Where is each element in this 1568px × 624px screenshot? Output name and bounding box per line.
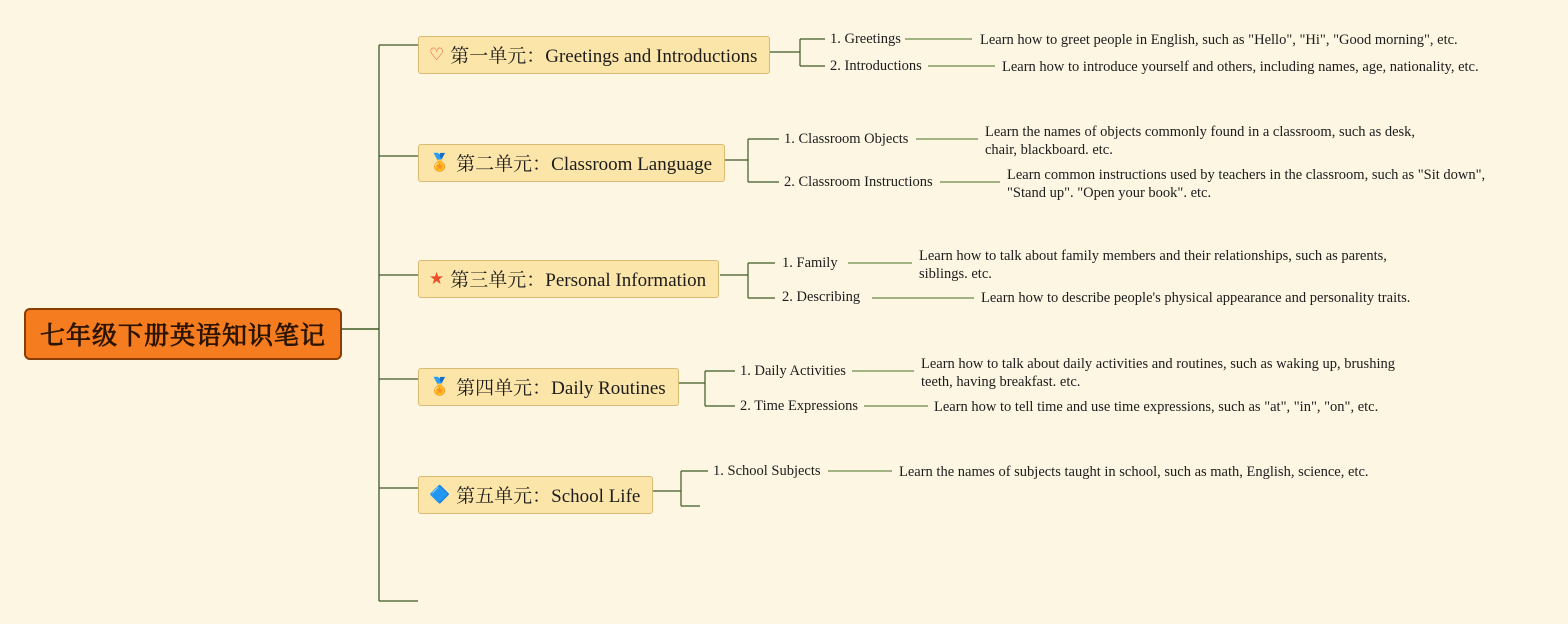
- unit-node-5[interactable]: [418, 476, 653, 514]
- sub-node-2-1[interactable]: 1. Classroom Objects: [784, 131, 909, 147]
- sub-node-4-1[interactable]: 1. Daily Activities: [740, 363, 846, 379]
- sub-node-1-1[interactable]: 1. Greetings: [830, 31, 901, 47]
- leaf-node-5-1: Learn the names of subjects taught in school, such as math, English, science, etc.: [899, 464, 1369, 480]
- leaf-node-4-1: Learn how to talk about daily activities and routines, such as waking up, brushing teeth, having breakfast. etc.: [921, 356, 1395, 391]
- heart-icon: ♡: [429, 45, 445, 64]
- medal-icon: 🏅: [429, 377, 451, 396]
- flag-icon: 🔷: [429, 485, 451, 504]
- sub-node-2-2[interactable]: 2. Classroom Instructions: [784, 174, 933, 190]
- unit-node-5-label: 第五单元：School Life: [456, 486, 641, 507]
- unit-node-4-label: 第四单元：Daily Routines: [456, 378, 666, 399]
- unit-node-3[interactable]: [418, 260, 719, 298]
- leaf-node-2-1: Learn the names of objects commonly found in a classroom, such as desk, chair, blackboard. etc.: [985, 124, 1416, 159]
- root-node[interactable]: [24, 308, 342, 360]
- star-icon: ★: [429, 269, 445, 288]
- leaf-node-2-2: Learn common instructions used by teachers in the classroom, such as "Sit down", "Stand up". "Open your book". etc.: [1007, 167, 1486, 202]
- sub-node-5-1[interactable]: 1. School Subjects: [713, 463, 821, 479]
- unit-node-2[interactable]: [418, 144, 725, 182]
- unit-node-3-label: 第三单元：Personal Information: [450, 270, 707, 291]
- leaf-node-1-2: Learn how to introduce yourself and others, including names, age, nationality, etc.: [1002, 59, 1479, 75]
- unit-node-1-label: 第一单元：Greetings and Introductions: [450, 46, 758, 67]
- sub-node-3-2[interactable]: 2. Describing: [782, 289, 861, 305]
- sub-node-1-2[interactable]: 2. Introductions: [830, 58, 922, 74]
- unit-node-4[interactable]: [418, 368, 679, 406]
- leaf-node-3-2: Learn how to describe people's physical appearance and personality traits.: [981, 290, 1411, 306]
- leaf-node-1-1: Learn how to greet people in English, such as "Hello", "Hi", "Good morning", etc.: [980, 32, 1458, 48]
- leaf-node-3-1: Learn how to talk about family members and their relationships, such as parents, siblings. etc.: [919, 248, 1387, 283]
- sub-node-3-1[interactable]: 1. Family: [782, 255, 838, 271]
- medal-icon: 🏅: [429, 153, 451, 172]
- leaf-node-4-2: Learn how to tell time and use time expressions, such as "at", "in", "on", etc.: [934, 399, 1379, 415]
- sub-node-4-2[interactable]: 2. Time Expressions: [740, 398, 859, 414]
- root-node-label: 七年级下册英语知识笔记: [40, 321, 327, 350]
- unit-node-1[interactable]: [418, 36, 770, 74]
- unit-node-2-label: 第二单元：Classroom Language: [456, 154, 713, 175]
